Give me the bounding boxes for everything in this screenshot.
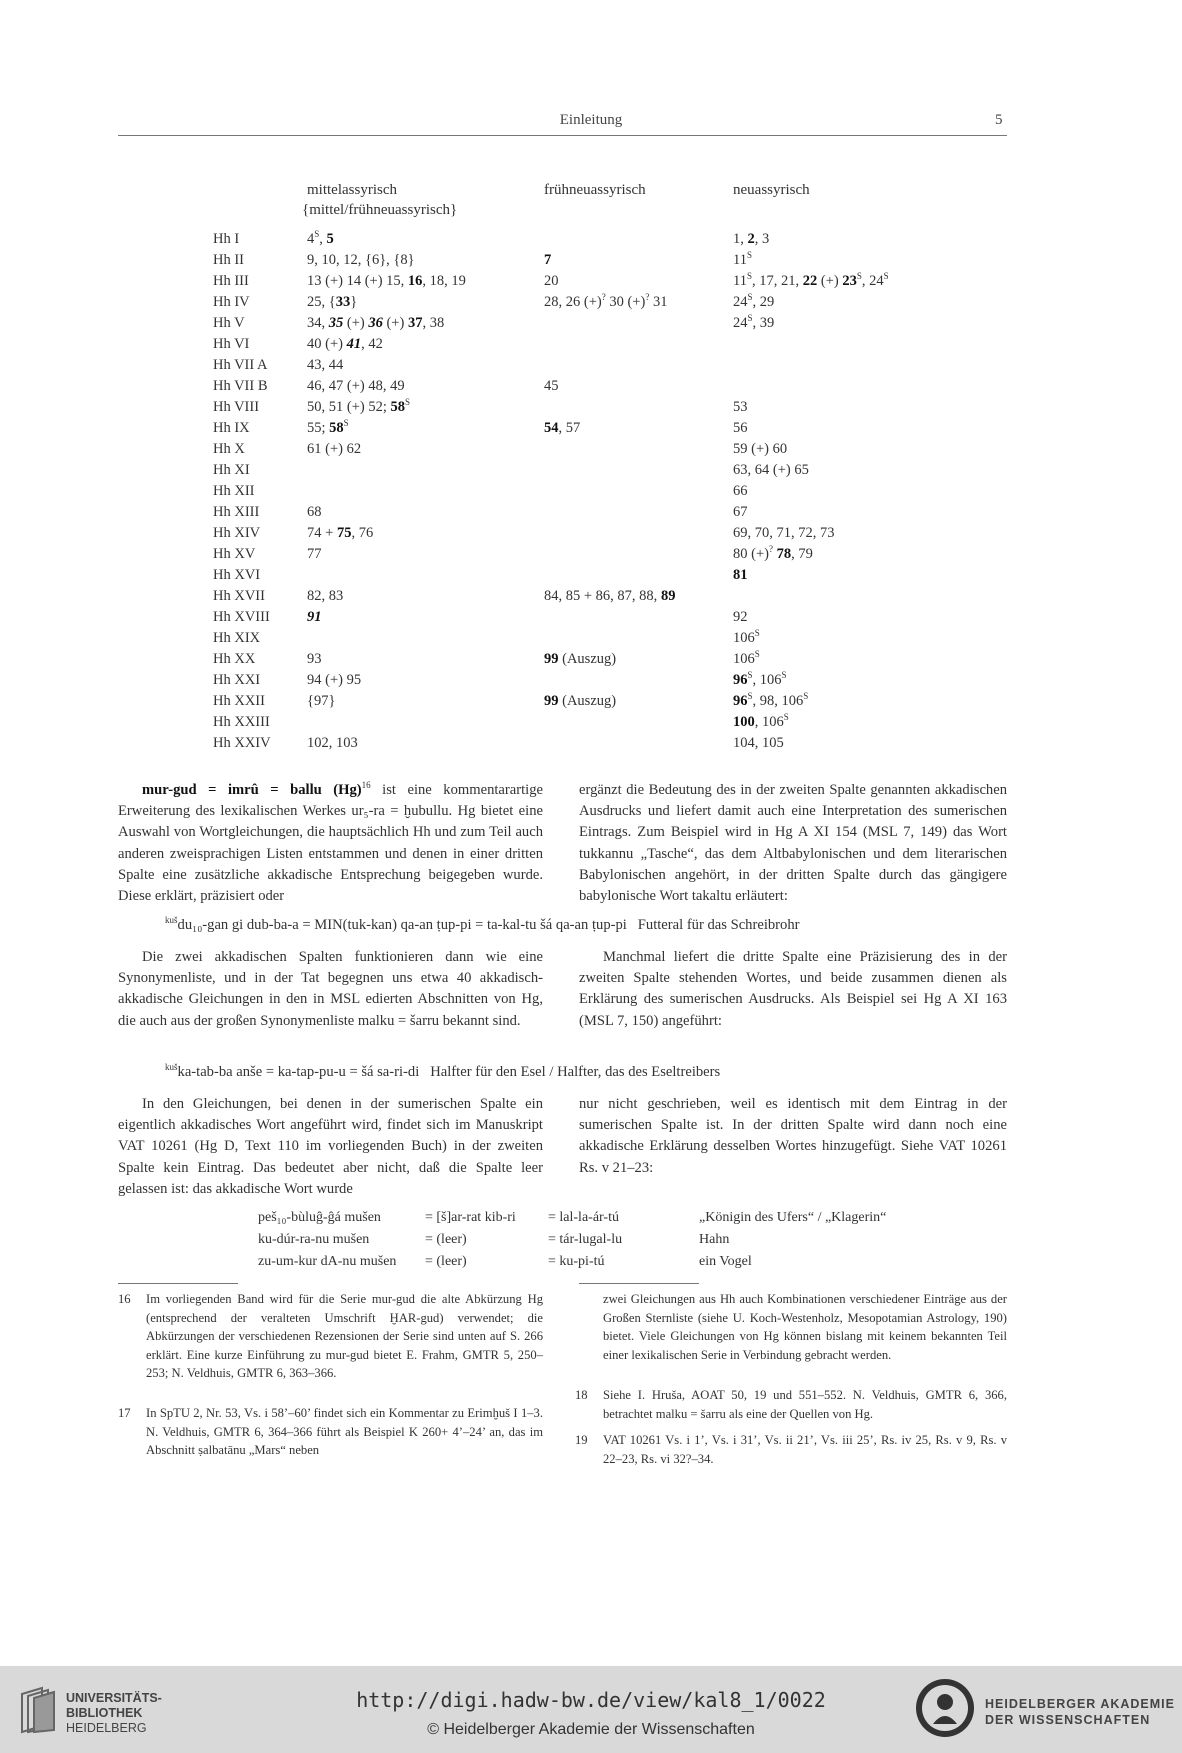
footnote-rule-right xyxy=(579,1283,699,1284)
header-rule xyxy=(118,135,1007,136)
example-translation: Futteral für das Schreibrohr xyxy=(637,917,800,933)
table-row: Hh XVII 82, 83 84, 85 + 86, 87, 88, 89 xyxy=(213,588,676,604)
example-translation: Halfter für den Esel / Halfter, das des Eseltreibers xyxy=(430,1064,721,1080)
example-sumerian: ka-tab-ba anše = ka-tap-pu-u = šá sa-ri-di xyxy=(177,1064,420,1080)
example-row-col2: = (leer) xyxy=(425,1254,467,1269)
example-row-col2: = (leer) xyxy=(425,1232,467,1247)
footnote-17-continued: zwei Gleichungen aus Hh auch Kombinationen verschiedener Einträge aus der Großen Sternliste (siehe U. Koch-Westenholz, Mesopotamian Astrology, 190) bietet. Viele Gleichungen von Hg können bislang mit keinem bekannten Teil einer lexikalischen Serie in Verbindung gebracht werden. xyxy=(603,1292,1007,1362)
paragraph-praezisierung: Manchmal liefert die dritte Spalte eine Präzisierung des in der zweiten Spalte stehenden Wortes, und beide zusammen dienen als Erklärung des sumerischen Ausdrucks. Als Beispiel sei Hg A XI 163 (MSL 7, 150) angeführt: xyxy=(579,949,1007,1029)
example-row-sumerian: ku-dúr-ra-nu mušen xyxy=(258,1232,370,1247)
table-row: Hh XXIV 102, 103 104, 105 xyxy=(213,735,784,751)
table-row: Hh XI 63, 64 (+) 65 xyxy=(213,462,809,478)
paragraph-lead: mur-gud = imrû = ballu (Hg) xyxy=(142,782,362,798)
paragraph-dritte-spalte: nur nicht geschrieben, weil es identisch mit dem Eintrag in der sumerischen Spalte ist. In der dritten Spalte wird dann noch eine akkadische Erklärung desselben Wortes hinzugefügt. Siehe VAT 10261 Rs. v 21–23: xyxy=(579,1096,1007,1176)
paragraph-tukkannu: ergänzt die Bedeutung des in der zweiten Spalte genannten akkadischen Ausdrucks und liefert damit auch eine Interpretation des sumerischen Eintrags. Zum Beispiel wird in Hg A XI 154 (MSL 7, 149) das Wort tukkannu „Tasche“, das dem Altbabylonischen und dem literarischen Babylonischen angehört, in der dritten Spalte durch das gängigere babylonische Wort takaltu erläutert: xyxy=(579,782,1007,905)
footnote-19: 19 VAT 10261 Vs. i 1’, Vs. i 31’, Vs. ii 21’, Vs. iii 25’, Rs. iv 25, Rs. v 9, Rs. v 22–23, Rs. vi 32?–34. xyxy=(575,1433,1007,1466)
table-row: Hh XV 77 80 (+)? 78, 79 xyxy=(213,544,813,562)
footnote-17: 17 In SpTU 2, Nr. 53, Vs. i 58’–60’ findet sich ein Kommentar zu Erimḫuš I 1–3. N. Veldhuis, GMTR 6, 364–366 führt als Beispiel K 260+ 4’–24’ an, das im Abschnitt ṣalbatānu „Mars“ neben xyxy=(118,1406,543,1457)
example-row-col2: = [š]ar-rat kib-ri xyxy=(425,1210,516,1225)
page-number: 5 xyxy=(995,112,1003,128)
example-futteral: $^{kuš}$du₁₀-gan gi dub-ba-a = MIN(tuk-kan) qa-an ṭup-pi = ta-kal-tu šá qa-an ṭup-pi Futteral für das Schreibrohr xyxy=(165,915,800,933)
table-row: Hh VII A 43, 44 xyxy=(213,357,344,373)
paragraph-murgud: mur-gud = imrû = ballu $(Hg)^{16}$ ist eine kommentarartige Erweiterung des lexikalischen Werkes ur₅-ra = ḫubullu. Hg bietet eine Auswahl von Wortgleichungen, die hauptsächlich Hh und zum Teil auch anderen zweisprachigen Listen entstammen und denen in einer dritten Spalte eine zusätzliche akkadische Entsprechung beigegeben wurde. Diese erklärt, präzisiert oder xyxy=(118,780,543,905)
footnote-16: 16 Im vorliegenden Band wird für die Serie mur-gud die alte Abkürzung Hg (entsprechend der veralteten Umschrift ḪAR-gud) verwendet; die Abkürzungen der verschiedenen Rezensionen der Serie sind unten auf S. 266 erklärt. Eine kurze Einführung zu mur-gud bietet E. Frahm, GMTR 5, 250–253; N. Veldhuis, GMTR 6, 363–366. xyxy=(118,1292,543,1380)
footnote-18: 18 Siehe I. Hruša, AOAT 50, 19 und 551–552. N. Veldhuis, GMTR 6, 366, betrachtet malku = šarru als eine der Quellen von Hg. xyxy=(575,1388,1007,1421)
example-halfter: $^{kuš}$ka-tab-ba anše = ka-tap-pu-u = šá sa-ri-di Halfter für den Esel / Halfter, das des Eseltreibers xyxy=(165,1062,721,1080)
example-row-col3: = lal-la-ár-tú xyxy=(548,1210,619,1225)
table-row: Hh II 9, 10, 12, {6}, {8} 7 $11^S$ xyxy=(213,250,752,268)
table-row: Hh VIII 50, 51 (+) 52; $58^S$ 53 xyxy=(213,397,748,415)
source-url-link[interactable]: http://digi.hadw-bw.de/view/kal8_1/0022 xyxy=(356,1688,826,1712)
table-row: Hh XIX $106^S$ xyxy=(213,628,760,646)
table-row: Hh XX 93 99 (Auszug) $106^S$ xyxy=(213,649,760,667)
column-header-mittelassyrisch: mittelassyrisch xyxy=(307,182,397,198)
paragraph-synonymenliste: Die zwei akkadischen Spalten funktionieren dann wie eine Synonymenliste, und in der Tat begegnen uns etwa 40 akkadisch-akkadische Gleichungen in den in MSL edierten Abschnitten von Hg, die auch aus der großen Synonymenliste malku = šarru bekannt sind. xyxy=(118,949,543,1029)
table-row: Hh XII 66 xyxy=(213,483,748,499)
table-row: Hh XXII {97} 99 (Auszug) $96^S$, 98, $106^S$ xyxy=(213,691,809,709)
example-row-translation: ein Vogel xyxy=(699,1254,752,1269)
running-header-title: Einleitung xyxy=(559,112,623,128)
example-sumerian: du₁₀-gan gi dub-ba-a = MIN(tuk-kan) qa-an ṭup-pi = ta-kal-tu šá qa-an ṭup-pi xyxy=(177,917,627,933)
table-row: Hh X 61 (+) 62 59 (+) 60 xyxy=(213,441,788,457)
paragraph-text: ist eine kommentarartige Erweiterung des lexikalischen Werkes ur₅-ra = ḫubullu. Hg bietet eine Auswahl von Wortgleichungen, die hauptsächlich Hh und zum Teil auch anderen zweisprachigen Listen entstammen und denen in einer dritten Spalte eine zusätzliche akkadische Entsprechung beigegeben wurde. Diese erklärt, präzisiert oder xyxy=(118,782,543,905)
example-row-sumerian: peš₁₀-bùluĝ-ĝá mušen xyxy=(258,1210,381,1225)
academy-name: HEIDELBERGER AKADEMIE DER WISSENSCHAFTEN xyxy=(985,1697,1175,1727)
table-row: Hh XXIII 100, $106^S$ xyxy=(213,712,789,730)
table-row: Hh I $4^S$, 5 1, 2, 3 xyxy=(213,229,770,247)
footer-bar xyxy=(0,1666,1182,1753)
column-header-neuassyrisch: neuassyrisch xyxy=(733,182,810,198)
table-row: Hh IX 55; $58^S$ 54, 57 56 xyxy=(213,418,748,436)
table-row: Hh XIII 68 67 xyxy=(213,504,748,520)
table-row: Hh IV 25, {33} 28, 26 (+)? 30 (+)? 31 $24^S$, 29 xyxy=(213,292,775,310)
example-row-col3: = ku-pi-tú xyxy=(548,1254,605,1269)
example-row-col3: = tár-lugal-lu xyxy=(548,1232,623,1247)
column-header-fruehneuassyrisch: frühneuassyrisch xyxy=(544,182,646,198)
example-row-sumerian: zu-um-kur dA-nu mušen xyxy=(258,1254,397,1269)
column-subheader-mittel: {mittel/frühneuassyrisch} xyxy=(302,202,458,218)
footnote-rule-left xyxy=(118,1283,238,1284)
table-row: Hh VI 40 (+) 41, 42 xyxy=(213,336,383,352)
table-row: Hh XXI 94 (+) 95 $96^S$, $106^S$ xyxy=(213,670,787,688)
paragraph-gleichungen: In den Gleichungen, bei denen in der sumerischen Spalte ein eigentlich akkadisches Wort angeführt wird, findet sich im Manuskript VAT 10261 (Hg D, Text 110 im vorliegenden Buch) in der zweiten Spalte kein Eintrag. Das bedeutet aber nicht, daß die Spalte leer gelassen ist: das akkadische Wort wurde xyxy=(118,1096,543,1197)
example-row-translation: Hahn xyxy=(699,1232,730,1247)
table-row: Hh XVIII 91 92 xyxy=(213,609,748,625)
example-row-translation: „Königin des Ufers“ / „Klagerin“ xyxy=(699,1210,887,1225)
table-row: Hh V 34, 35 (+) 36 (+) 37, 38 $24^S$, 39 xyxy=(213,313,775,331)
table-row: Hh III 13 (+) 14 (+) 15, 16, 18, 19 20 $11^S$, 17, 21, 22 (+) $23^S$, $24^S$ xyxy=(213,271,889,289)
academy-seal-icon xyxy=(913,1676,977,1740)
library-name: UNIVERSITÄTS- BIBLIOTHEK HEIDELBERG xyxy=(66,1691,162,1735)
table-row: Hh XIV 74 + 75, 76 69, 70, 71, 72, 73 xyxy=(213,525,835,541)
table-row: Hh VII B 46, 47 (+) 48, 49 45 xyxy=(213,378,559,394)
table-row: Hh XVI 81 xyxy=(213,567,748,583)
copyright-notice: © Heidelberger Akademie der Wissenschaften xyxy=(427,1721,755,1738)
